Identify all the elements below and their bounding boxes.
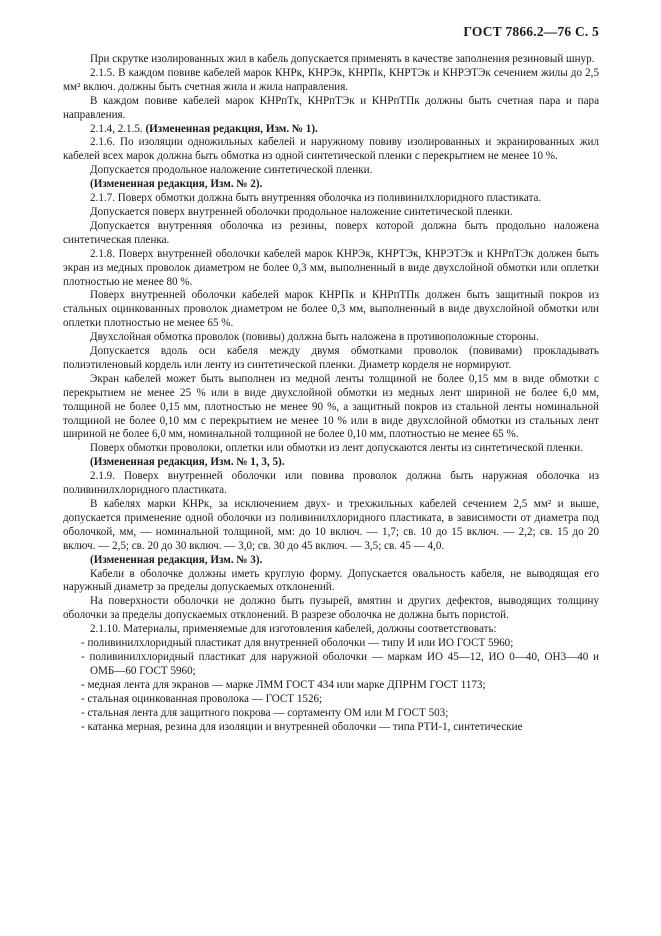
- paragraph: Допускается внутренняя оболочка из резины, поверх которой должна быть продольно наложена синтетическая пленка.: [63, 219, 599, 246]
- amendment-note: (Измененная редакция, Изм. № 3).: [90, 553, 263, 566]
- paragraph: 2.1.9. Поверх внутренней оболочки или повива проволок должна быть наружная оболочка из поливинилхлоридного пластиката.: [63, 470, 599, 497]
- clause-numbers: 2.1.4, 2.1.5.: [90, 122, 146, 135]
- paragraph: 2.1.8. Поверх внутренней оболочки кабелей марок КНРЭк, КНРТЭк, КНРЭТЭк и КНРпТЭк должен быть экран из медных проволок диаметром не более 0,3 мм, выполненный в виде двухслойной обмотки или оплетки плотностью не менее 80 %.: [63, 247, 599, 288]
- paragraph: Допускается поверх внутренней оболочки продольное наложение синтетической пленки.: [90, 205, 513, 218]
- paragraph: 2.1.6. По изоляции одножильных кабелей и наружному повиву изолированных и экранированных жил кабелей всех марок должна быть обмотка из одной синтетической пленки с перекрытием не менее 10 %.: [63, 136, 599, 163]
- paragraph: Поверх внутренней оболочки кабелей марок КНРПк и КНРпТПк должен быть защитный покров из стальных оцинкованных проволок диаметром не более 0,3 мм, выполненный в виде двухслойной обмотки или оплетки плотностью не менее 65 %.: [63, 289, 599, 330]
- paragraph: Двухслойная обмотка проволок (повивы) должна быть наложена в противоположные стороны.: [90, 331, 539, 344]
- list-item: - поливинилхлоридный пластикат для внутренней оболочки — типу И или ИО ГОСТ 5960;: [81, 637, 514, 650]
- paragraph: Допускается вдоль оси кабеля между двумя обмотками проволок (повивами) прокладывать полиэтиленовый кордель или ленту из синтетической пленки. Диаметр корделя не нормируют.: [63, 345, 599, 371]
- list-item: - стальная лента для защитного покрова — сортаменту ОМ или М ГОСТ 503;: [81, 706, 449, 719]
- paragraph: Кабели в оболочке должны иметь круглую форму. Допускается овальность кабеля, не выводящая его наружный диаметр за пределы допускаемых отклонений.: [63, 567, 599, 594]
- paragraph: В каждом повиве кабелей марок КНРпТк, КНРпТЭк и КНРпТПк должны быть счетная пара и пара направления.: [63, 94, 599, 121]
- list-item: - катанка мерная, резина для изоляции и внутренней оболочки — типа РТИ-1, синтетические: [81, 720, 523, 733]
- paragraph: 2.1.10. Материалы, применяемые для изготовления кабелей, должны соответствовать:: [90, 623, 497, 636]
- list-item: - поливинилхлоридный пластикат для наружной оболочки — маркам ИО 45—12, ИО 0—40, ОН3—40 и ОМБ—60 ГОСТ 5960;: [81, 650, 599, 677]
- document-body: [63, 53, 599, 734]
- amendment-note: (Измененная редакция, Изм. № 1).: [145, 122, 318, 135]
- paragraph: 2.1.5. В каждом повиве кабелей марок КНРк, КНРЭк, КНРПк, КНРТЭк и КНРЭТЭк сечением жилы до 2,5 мм² включ. должны быть счетная жила и жила направления.: [63, 66, 599, 93]
- paragraph: В кабелях марки КНРк, за исключением двух- и трехжильных кабелей сечением 2,5 мм² и выше, допускается применение одной оболочки из поливинилхлоридного пластиката, в зависимости от диаметра под оболочкой, мм, — номинальной толщиной, мм: до 10 включ. — 1,7; св. 10 до 15 включ. — 2,2; св. 15 до 20 включ. — 2,5; св. 20 до 30 включ. — 3,0; св. 30 до 45 включ. — 3,5; св. 45 — 4,0.: [63, 498, 599, 552]
- paragraph-amendment: [63, 123, 599, 137]
- paragraph: Допускается продольное наложение синтетической пленки.: [90, 164, 373, 177]
- paragraph: На поверхности оболочки не должно быть пузырей, вмятин и других дефектов, выводящих толщину оболочки за пределы допускаемых отклонений. В разрезе оболочка не должна быть пористой.: [63, 595, 599, 622]
- amendment-note: (Измененная редакция, Изм. № 1, 3, 5).: [90, 456, 285, 469]
- page-header: ГОСТ 7866.2—76 С. 5: [463, 24, 599, 39]
- paragraph: Экран кабелей может быть выполнен из медной ленты толщиной не более 0,15 мм в виде обмотки с перекрытием не менее 25 % или в виде двухслойной обмотки из медных лент шириной не более 6,0 мм, толщиной не более 0,15 мм, плотностью не менее 90 %, а защитный покров из стальной ленты номинальной толщиной не более 0,10 мм с перекрытием не менее 10 % или в виде двухслойной обмотки из стальных лент шириной не более 6,0 мм, номинальной толщиной не более 0,10 мм, плотностью не менее 65 %.: [63, 372, 599, 441]
- paragraph: Поверх обмотки проволоки, оплетки или обмотки из лент допускаются ленты из синтетической пленки.: [90, 442, 583, 455]
- list-item: - медная лента для экранов — марке ЛММ ГОСТ 434 или марке ДПРНМ ГОСТ 1173;: [81, 678, 486, 691]
- list-item: - стальная оцинкованная проволока — ГОСТ 1526;: [81, 692, 323, 705]
- paragraph: 2.1.7. Поверх обмотки должна быть внутренняя оболочка из поливинилхлоридного пластиката.: [90, 192, 542, 205]
- paragraph: При скрутке изолированных жил в кабель допускается применять в качестве заполнения резиновый шнур.: [90, 53, 595, 65]
- amendment-note: (Измененная редакция, Изм. № 2).: [90, 178, 263, 191]
